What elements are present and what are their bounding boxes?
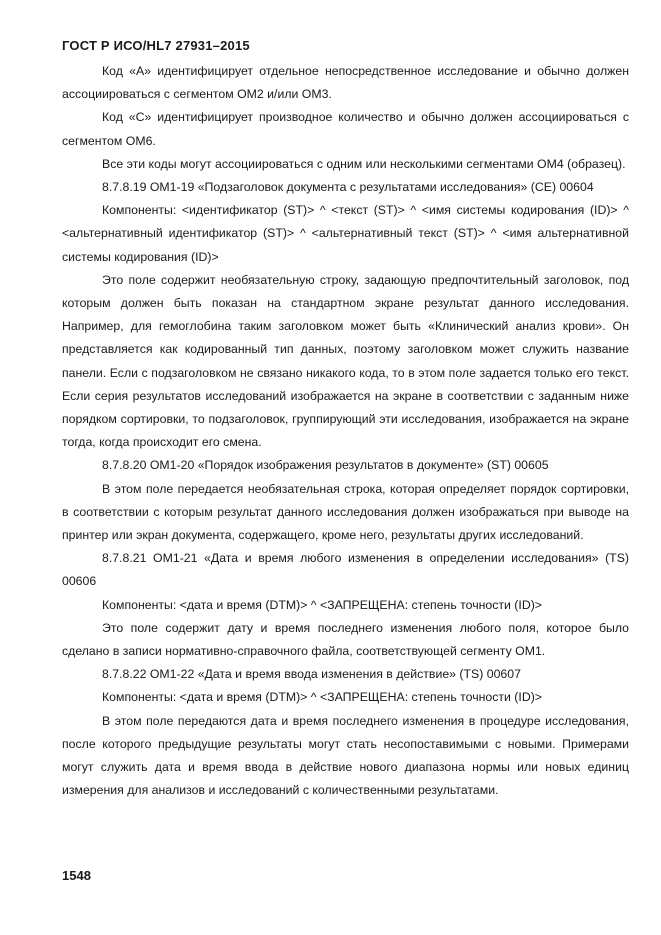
paragraph-codes-om4: Все эти коды могут ассоциироваться с одним или несколькими сегментами ОМ4 (образец).: [102, 156, 626, 171]
description-om1-19: Это поле содержит необязательную строку, задающую предпочтительный заголовок, под которым должен быть показан на стандартном экране результат данного исследования. Например, для гемоглобина таким заголовком может быть «Клинический анализ крови». Он представляется как кодированный тип данных, поэтому заголовком может служить название панели. Если с подзаголовком не связано никакого кода, то в этом поле задается только его текст. Если серия результатов исследований изображается на экране в соответствии с заданным ниже порядком сортировки, то подзаголовок, группирующий эти исследования, изображается на экране тогда, когда происходит его смена.: [62, 272, 629, 450]
standard-header: ГОСТ Р ИСО/HL7 27931–2015: [62, 38, 250, 53]
section-heading-om1-19: 8.7.8.19 OM1-19 «Подзаголовок документа с результатами исследования» (CE) 00604: [102, 180, 594, 195]
section-heading-om1-22: 8.7.8.22 OM1-22 «Дата и время ввода изменения в действие» (TS) 00607: [102, 667, 521, 682]
components-om1-19: Компоненты: <идентификатор (ST)> ^ <текст (ST)> ^ <имя системы кодирования (ID)> ^ <альтернативный идентификатор (ST)> ^ <альтернативный текст (ST)> ^ <имя альтернативной системы кодирования (ID)>: [62, 203, 629, 264]
components-om1-21: Компоненты: <дата и время (DTM)> ^ <ЗАПРЕЩЕНА: степень точности (ID)>: [102, 597, 542, 612]
paragraph-code-a: Код «А» идентифицирует отдельное непосредственное исследование и обычно должен ассоциироваться с сегментом ОМ2 и/или ОМ3.: [62, 64, 629, 102]
document-body: [62, 60, 629, 803]
description-om1-21: Это поле содержит дату и время последнего изменения любого поля, которое было сделано в записи нормативно-справочного файла, соответствующей сегменту OM1.: [62, 620, 629, 659]
components-om1-22: Компоненты: <дата и время (DTM)> ^ <ЗАПРЕЩЕНА: степень точности (ID)>: [102, 690, 542, 705]
paragraph-code-c: Код «С» идентифицирует производное количество и обычно должен ассоциироваться с сегментом ОМ6.: [62, 110, 629, 148]
section-heading-om1-20: 8.7.8.20 OM1-20 «Порядок изображения результатов в документе» (ST) 00605: [102, 458, 549, 473]
description-om1-20: В этом поле передается необязательная строка, которая определяет порядок сортировки, в соответствии с которым результат данного исследования должен изображаться при выводе на принтер или экран документа, содержащего, кроме него, результаты других исследований.: [62, 481, 629, 543]
section-heading-om1-21: 8.7.8.21 OM1-21 «Дата и время любого изменения в определении исследования» (TS) 00606: [62, 551, 629, 589]
description-om1-22: В этом поле передаются дата и время последнего изменения в процедуре исследования, после которого предыдущие результаты могут стать несопоставимыми с новыми. Примерами могут служить дата и время ввода в действие нового диапазона нормы или новых единиц измерения для анализов и исследований с количественными результатами.: [62, 713, 629, 798]
page-number: 1548: [62, 868, 91, 883]
